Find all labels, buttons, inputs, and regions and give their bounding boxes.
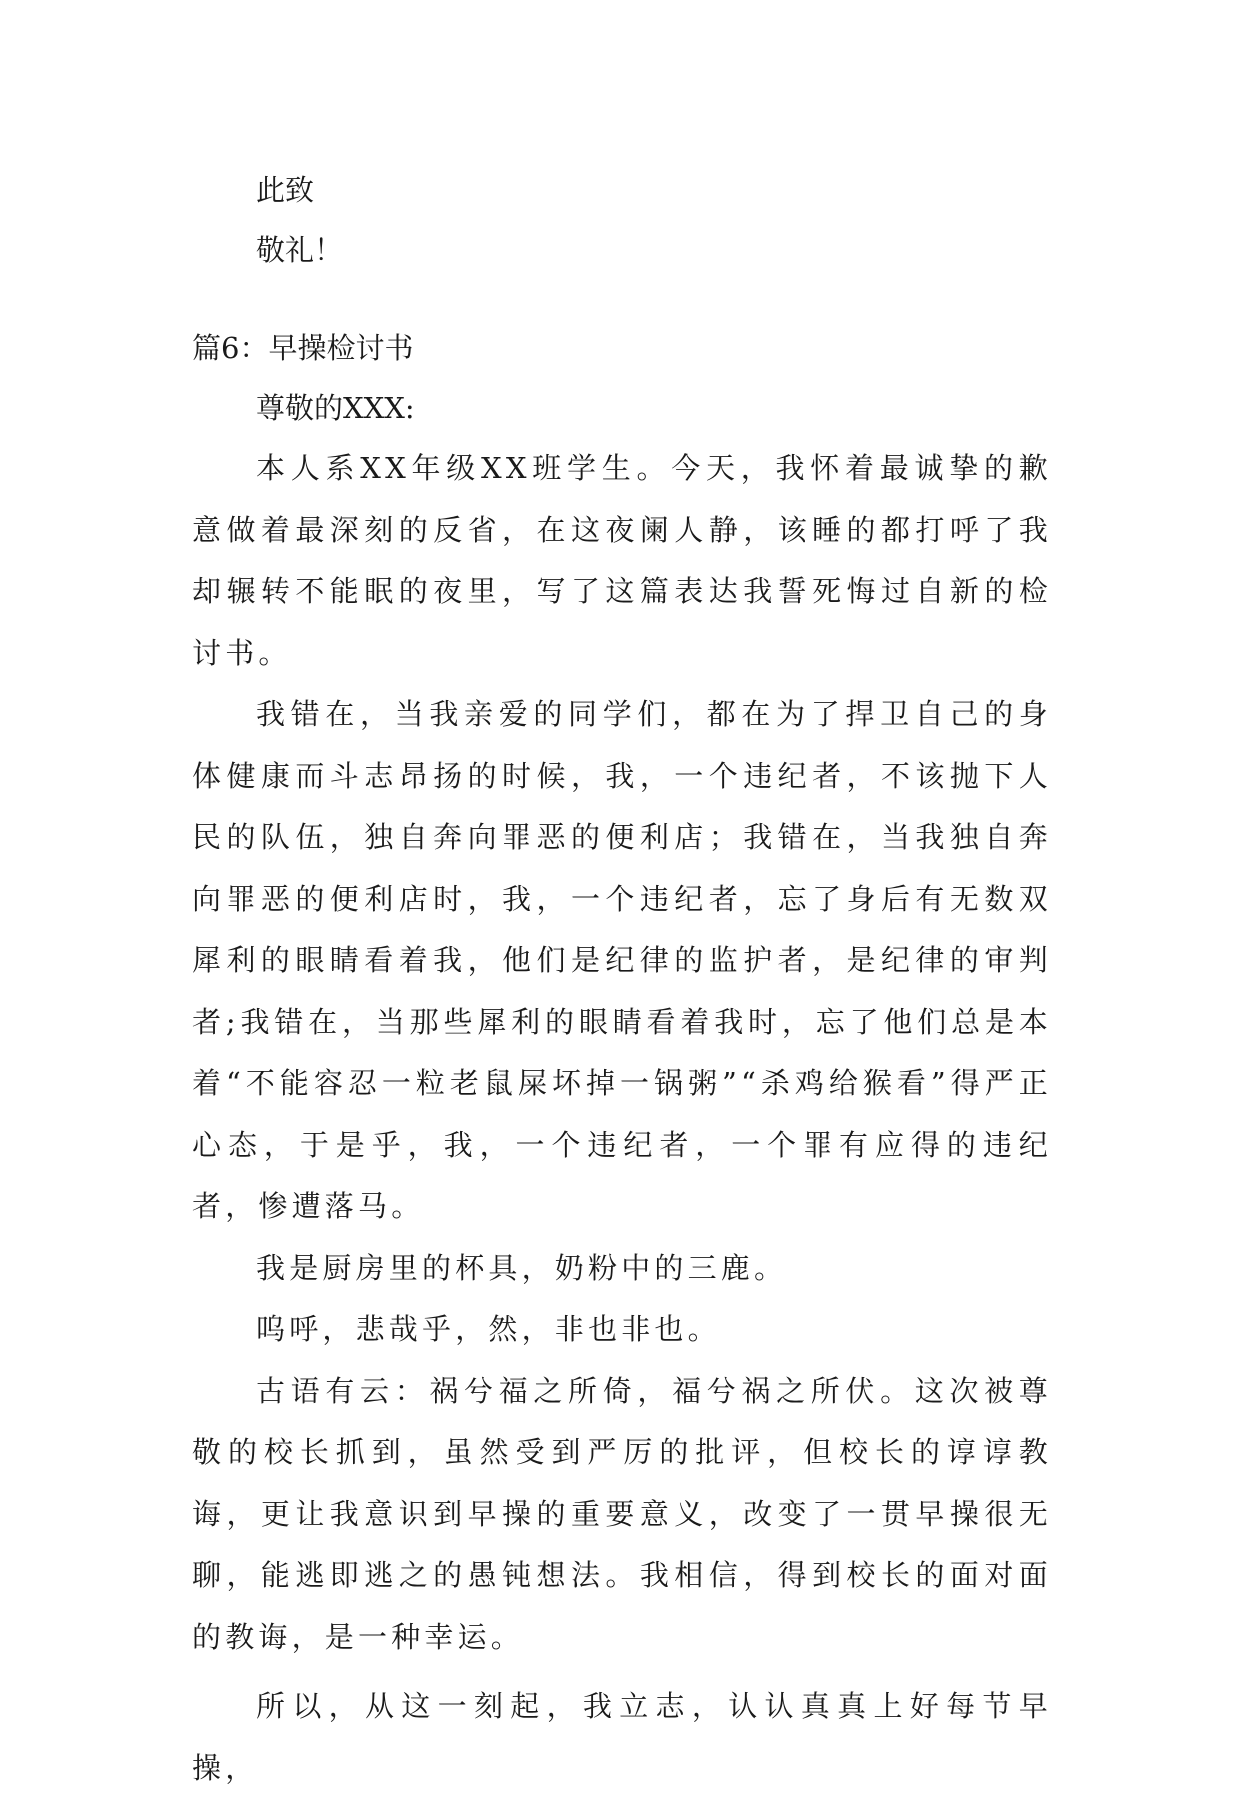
paragraph-3 xyxy=(192,1238,1052,1300)
paragraph-5 xyxy=(192,1361,1052,1669)
paragraph-4 xyxy=(192,1299,1052,1361)
document-body xyxy=(192,160,1052,1799)
paragraph-2 xyxy=(192,684,1052,1238)
section-heading: 篇6：早操检讨书 xyxy=(192,331,414,365)
paragraph-3-text: 我是厨房里的杯具，奶粉中的三鹿。 xyxy=(256,1250,788,1285)
paragraph-4-text: 呜呼，悲哉乎，然，非也非也。 xyxy=(256,1312,721,1346)
salutation: 尊敬的XXX: xyxy=(256,391,415,425)
paragraph-1 xyxy=(192,438,1052,684)
closing-line-2: 敬礼！ xyxy=(256,233,344,267)
paragraph-1-text: 本人系XX年级XX班学生。今天，我怀着最诚挚的歉意做着最深刻的反省，在这夜阑人静，该睡的都打呼了我却辗转不能眠的夜里，写了这篇表达我誓死悔过自新的检讨书。 xyxy=(192,451,1052,670)
closing-line-1: 此致 xyxy=(256,173,315,207)
paragraph-5-text: 古语有云：祸兮福之所倚，福兮祸之所伏。这次被尊敬的校长抓到，虽然受到严厉的批评，但校长的谆谆教诲，更让我意识到早操的重要意义，改变了一贯早操很无聊，能逃即逃之的愚钝想法。我相信，得到校长的面对面的教诲，是一种幸运。 xyxy=(192,1373,1052,1654)
paragraph-6-text: 所以，从这一刻起，我立志，认认真真上好每节早操， xyxy=(192,1689,1052,1785)
paragraph-2-text: 我错在，当我亲爱的同学们，都在为了捍卫自己的身体健康而斗志昂扬的时候，我，一个违纪者，不该抛下人民的队伍，独自奔向罪恶的便利店；我错在，当我独自奔向罪恶的便利店时，我，一个违纪者，忘了身后有无数双犀利的眼睛看着我，他们是纪律的监护者，是纪律的审判者;我错在，当那些犀利的眼睛看着我时，忘了他们总是本着“不能容忍一粒老鼠屎坏掉一锅粥”“杀鸡给猴看”得严正心态，于是乎，我，一个违纪者，一个罪有应得的违纪者，惨遭落马。 xyxy=(192,697,1052,1223)
paragraph-6 xyxy=(192,1676,1052,1799)
